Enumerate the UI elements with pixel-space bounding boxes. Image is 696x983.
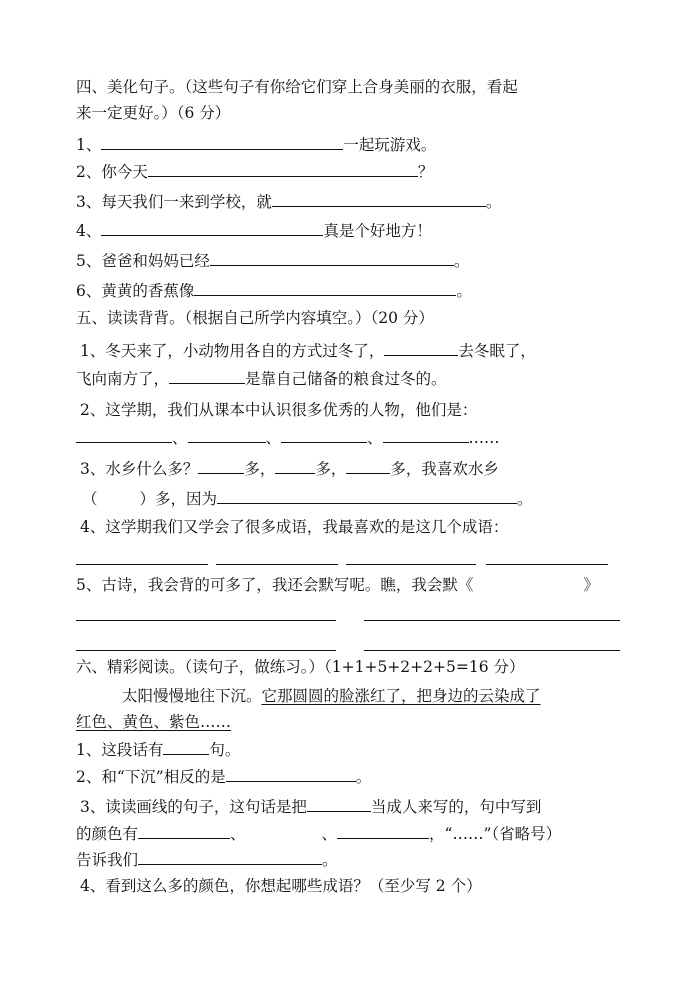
s6-q3b-start: 的颜色有	[76, 825, 139, 843]
s5-question-1-cont	[76, 367, 447, 389]
s5-question-5	[76, 574, 599, 596]
s6-passage-line1	[122, 685, 541, 707]
s6-question-3-cont2	[76, 848, 338, 870]
s5-q5-start: 5、古诗，我会背的可多了，我还会默写呢。瞧，我会默《	[76, 576, 474, 594]
s5-q5-blank-1[interactable]	[76, 620, 336, 621]
s5-q2-blank-2[interactable]	[188, 426, 266, 443]
s5-q1-cont-end: 是靠自己储备的粮食过冬的。	[245, 370, 447, 388]
s5-q4-blank-3[interactable]	[346, 564, 476, 565]
s5-q5-blank-4[interactable]	[364, 650, 620, 651]
s4-q6-start: 6、黄黄的香蕉像	[76, 282, 195, 300]
s4-q5-start: 5、爸爸和妈妈已经	[76, 252, 210, 270]
s4-q1-number: 1、	[76, 136, 102, 154]
s6-q3-meaning-blank[interactable]	[138, 848, 322, 865]
s4-q4-end: 真是个好地方！	[323, 222, 432, 240]
s4-q2-end: ？	[417, 163, 434, 181]
s4-q2-start: 2、你今天	[76, 163, 148, 181]
s5-question-3-cont	[82, 487, 533, 509]
s6-question-1	[76, 738, 240, 760]
s5-q5-blank-3[interactable]	[76, 650, 336, 651]
s6-q2-end: 。	[355, 768, 372, 786]
s5-q3-blank-3[interactable]	[346, 457, 390, 474]
s5-q3-duo-1: 多，	[244, 460, 276, 478]
s6-q1-blank[interactable]	[163, 738, 209, 755]
s6-passage-underlined-2: 红色、黄色、紫色……	[76, 713, 232, 731]
s5-q3-start: 3、水乡什么多？	[80, 460, 199, 478]
s6-q3-blank-1[interactable]	[307, 795, 371, 812]
s6-question-2	[76, 765, 371, 787]
s5-q3-reason-blank[interactable]	[217, 487, 517, 504]
s5-question-2: 2、这学期，我们从课本中认识很多优秀的人物，他们是：	[80, 401, 478, 419]
s6-q3b-sep-2: 、	[321, 825, 338, 843]
s4-question-2	[76, 160, 433, 182]
s4-q1-end: 一起玩游戏。	[343, 136, 437, 154]
s5-q3-paren-close: ）多，因为	[139, 490, 218, 508]
s5-q3-period: 。	[517, 490, 533, 508]
s5-q2-blank-3[interactable]	[281, 426, 367, 443]
s5-q2-sep-1: 、	[172, 429, 188, 447]
s6-q3-start: 3、读读画线的句子，这句话是把	[80, 798, 307, 816]
s5-q5-close: 》	[583, 576, 599, 594]
s5-q4-blank-4[interactable]	[486, 564, 608, 565]
s4-q5-end: 。	[453, 252, 470, 270]
s4-question-6	[76, 279, 472, 301]
s4-q2-blank[interactable]	[148, 160, 418, 177]
section-6-title: 六、精彩阅读。（读句子，做练习。）（1+1+5+2+2+5=16 分）	[76, 658, 525, 676]
s5-q5-blank-2[interactable]	[364, 620, 620, 621]
s4-question-5	[76, 249, 469, 271]
s4-question-3	[76, 190, 501, 212]
s6-passage-line2	[76, 711, 231, 733]
s5-q1-mid: 去冬眠了，	[458, 342, 536, 360]
s5-q2-blank-1[interactable]	[76, 426, 172, 443]
s4-question-1	[76, 133, 436, 155]
s6-q2-start: 2、和“下沉”相反的是	[76, 768, 226, 786]
s6-question-4: 4、看到这么多的颜色，你想起哪些成语？（至少写 2 个）	[80, 877, 482, 895]
s5-q3-end: 多，我喜欢水乡	[390, 460, 499, 478]
s6-q1-start: 1、这段话有	[76, 741, 164, 759]
s5-question-4: 4、这学期我们又学会了很多成语，我最喜欢的是这几个成语：	[80, 518, 509, 536]
s6-q3b-sep-1: 、	[230, 825, 246, 843]
s5-q4-blank-2[interactable]	[216, 564, 338, 565]
section-4-title-line1: 四、美化句子。（这些句子有你给它们穿上合身美丽的衣服，看起	[76, 78, 518, 96]
s4-q5-blank[interactable]	[210, 249, 454, 266]
s4-q6-end: 。	[456, 282, 472, 300]
s6-question-3	[80, 795, 541, 817]
s5-q3-blank-2[interactable]	[275, 457, 315, 474]
s4-q3-end: 。	[485, 193, 502, 211]
s6-question-3-cont	[76, 822, 561, 844]
s4-q4-number: 4、	[76, 222, 102, 240]
s6-passage-plain: 太阳慢慢地往下沉。	[122, 687, 262, 705]
s5-q2-sep-2: 、	[265, 429, 282, 447]
s4-q4-blank[interactable]	[101, 219, 323, 236]
s5-q2-blank-4[interactable]	[383, 426, 469, 443]
s6-q3c-end: 。	[322, 851, 338, 869]
s5-q1-blank-2[interactable]	[169, 367, 245, 384]
s4-question-4	[76, 219, 432, 241]
s5-q3-blank-1[interactable]	[198, 457, 244, 474]
s5-q2-blanks	[76, 426, 500, 448]
s4-q1-blank[interactable]	[101, 133, 343, 150]
s5-question-1	[80, 339, 536, 361]
s6-passage-underlined: 它那圆圆的脸涨红了，把身边的云染成了	[261, 687, 541, 705]
s6-q3-end: 当成人来写的，句中写到	[370, 798, 542, 816]
s6-q1-end: 句。	[209, 741, 241, 759]
s4-q6-blank[interactable]	[194, 279, 456, 296]
s6-q3b-end: ，“……”（省略号）	[429, 825, 562, 843]
s5-q1-cont-start: 飞向南方了，	[76, 370, 170, 388]
s6-q3-color-blank-1[interactable]	[138, 822, 230, 839]
s4-q3-blank[interactable]	[272, 190, 486, 207]
s6-q3c-start: 告诉我们	[76, 851, 139, 869]
s5-question-3	[80, 457, 499, 479]
section-4-title-line2: 来一定更好。）（6 分）	[76, 104, 231, 122]
section-5-title: 五、读读背背。（根据自己所学内容填空。）（20 分）	[76, 309, 434, 327]
s5-q4-blank-1[interactable]	[76, 564, 208, 565]
s5-q3-paren-open: （	[82, 490, 98, 508]
s6-q3-color-blank-3[interactable]	[337, 822, 429, 839]
s5-q1-start: 1、冬天来了，小动物用各自的方式过冬了，	[80, 342, 385, 360]
s6-q2-blank[interactable]	[226, 765, 356, 782]
s5-q3-duo-2: 多，	[315, 460, 347, 478]
s5-q2-ellipsis: ……	[468, 429, 500, 447]
s5-q1-blank-1[interactable]	[384, 339, 458, 356]
s4-q3-start: 3、每天我们一来到学校，就	[76, 193, 272, 211]
s5-q2-sep-3: 、	[367, 429, 383, 447]
